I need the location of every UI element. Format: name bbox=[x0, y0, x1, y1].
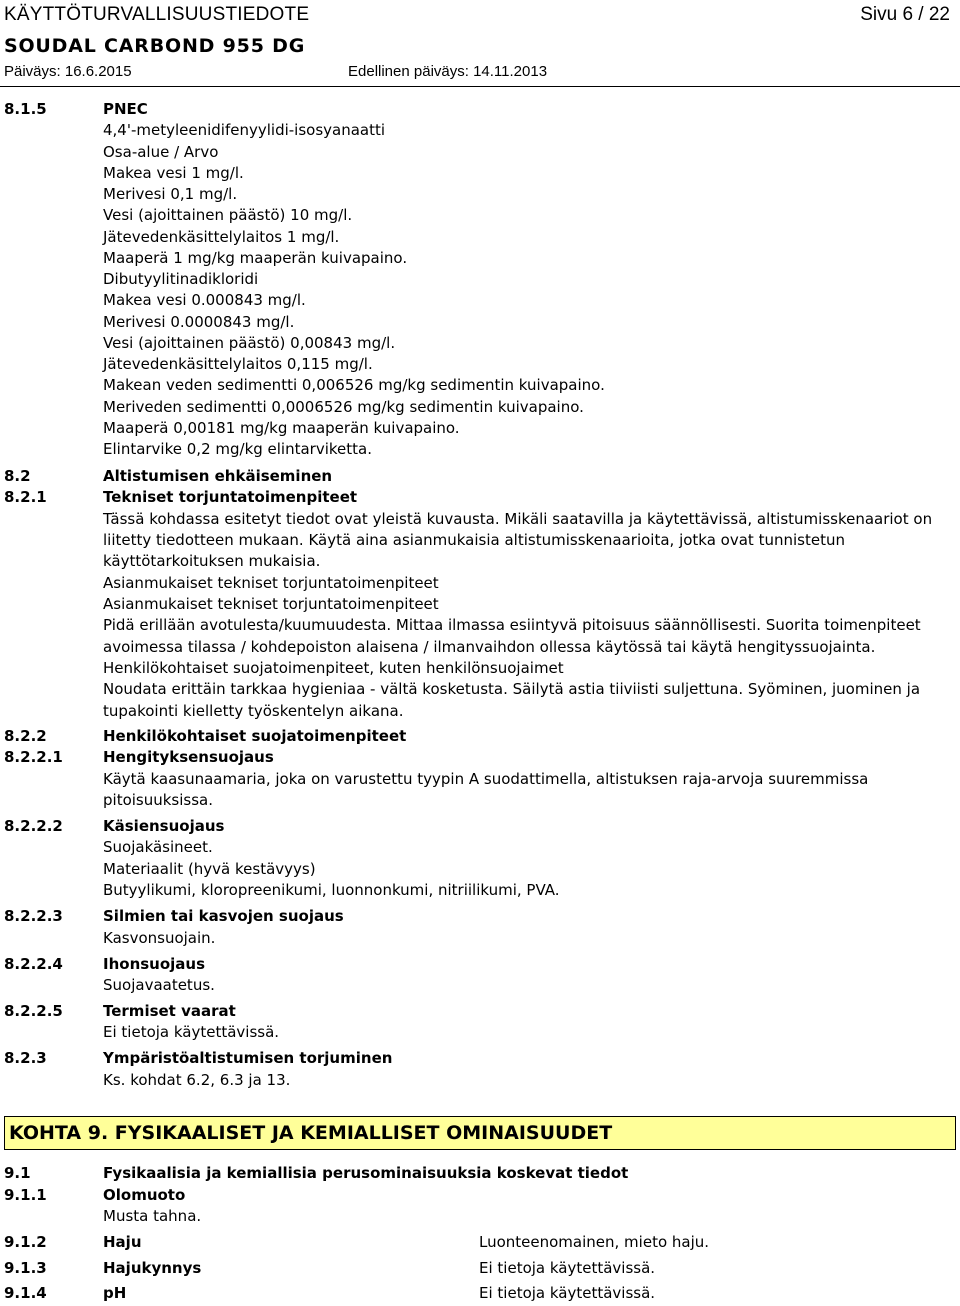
property-value: Luonteenomainen, mieto haju. bbox=[479, 1233, 710, 1251]
product-name: SOUDAL CARBOND 955 DG bbox=[4, 35, 306, 57]
property-value: Ei tietoja käytettävissä. bbox=[479, 1284, 656, 1302]
section-9-banner bbox=[4, 1116, 956, 1150]
property-value: Ei tietoja käytettävissä. bbox=[479, 1259, 656, 1277]
page-number: Sivu 6 / 22 bbox=[860, 4, 950, 25]
document-title: KÄYTTÖTURVALLISUUSTIEDOTE bbox=[4, 4, 310, 25]
document-page: KÄYTTÖTURVALLISUUSTIEDOTE Sivu 6 / 22 SOUDAL CARBOND 955 DG Päiväys: 16.6.2015 Edellinen päiväys: 14.11.2013 8.1.5 PNEC 4,4'-metyleenidifenyylidi-isosyanaatti Osa-alue / Arvo Makea vesi 1 mg/l. Merivesi 0,1 mg/l. Vesi (ajoittainen päästö) 10 mg/l. Jätevedenkäsittelylaitos 1 mg/l. Maaperä 1 mg/kg maaperän kuivapaino. Dibutyylitinadikloridi Makea vesi 0.000843 mg/l. Merivesi 0.0000843 mg/l. Vesi (ajoittainen päästö) 0,00843 mg/l. Jätevedenkäsittelylaitos 0,115 mg/l. Makean veden sedimentti 0,006526 mg/kg sedimentin kuivapaino. Meriveden sedimentti 0,0006526 mg/kg sedimentin kuivapaino. Maaperä 0,00181 mg/kg maaperän kuivapaino. Elintarvike 0,2 mg/kg elintarviketta. 8.2 Altistumisen ehkäiseminen 8.2.1 Tekniset torjuntatoimenpiteet Tässä kohdassa esitetyt tiedot ovat yleistä kuvausta. Mikäli saatavilla ja käytettävissä, altistumisskenaariot on liitetty tiedotteen mukaan. Käytä aina asianmukaisia altistumisskenaarioita, jotka ovat tunnistetun käyttötarkoituksen mukaisia. Asianmukaiset tekniset torjuntatoimenpiteet Asianmukaiset tekniset torjuntatoimenpiteet Pidä erillään avotulesta/kuumuudesta. Mittaa ilmassa esiintyvä pitoisuus säännöllisesti. Suorita toimenpiteet avoimessa tilassa / kohdepoiston alaisena / ilmanvaihdon ollessa käytössä tai käytä hengityssuojainta. Henkilökohtaiset suojatoimenpiteet, kuten henkilönsuojaimet Noudata erittäin tarkkaa hygieniaa - vältä kosketusta. Säilytä astia tiiviisti suljettuna. Syöminen, juominen ja tupakointi kielletty työskentelyn aikana. 8.2.2 Henkilökohtaiset suojatoimenpiteet 8.2.2.1 Hengityksensuojaus Käytä kaasunaamaria, joka on varustettu tyypin A suodattimella, altistuksen raja-arvoja suuremmissa pitoisuuksissa. 8.2.2.2 Käsiensuojaus Suojakäsineet. Materiaalit (hyvä kestävyys) Butyylikumi, kloropreenikumi, luonnonkumi, nitriilikumi, PVA. 8.2.2.3 Silmien tai kasvojen suojaus Kasvonsuojain. 8.2.2.4 Ihonsuojaus Suojavaatetus. 8.2.2.5 Termiset vaarat Ei tietoja käytettävissä. 8.2.3 Ympäristöaltistumisen torjuminen Ks. kohdat 6.2, 6.3 ja 13. KOHTA 9. FYSIKAALISET JA KEMIALLISET OMINAISUUDET 9.1 Fysikaalisia ja kemiallisia perusominaisuuksia koskevat tiedot 9.1.1 Olomuoto Musta tahna. 9.1.2 Haju Luonteenomainen, mieto haju. 9.1.3 Hajukynnys Ei tietoja käytettävissä. 9.1.4 pH Ei tietoja käytettävissä. bbox=[0, 0, 960, 1306]
section-number: 8.1.5 bbox=[4, 100, 47, 118]
section-9-title: KOHTA 9. FYSIKAALISET JA KEMIALLISET OMINAISUUDET bbox=[9, 1122, 613, 1144]
header-divider bbox=[0, 86, 960, 87]
previous-date: Edellinen päiväys: 14.11.2013 bbox=[348, 63, 548, 80]
section-title: PNEC bbox=[103, 100, 148, 118]
issue-date: Päiväys: 16.6.2015 bbox=[4, 63, 132, 80]
